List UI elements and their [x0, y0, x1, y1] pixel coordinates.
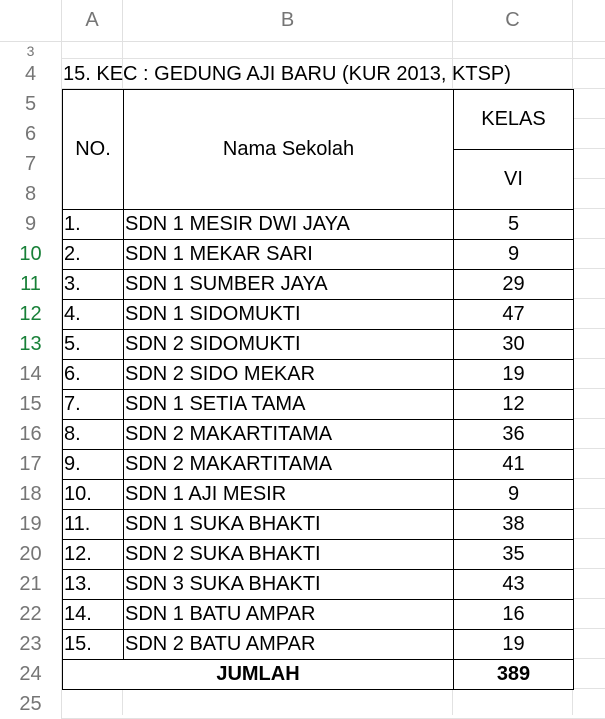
cell-no[interactable]: 1.	[63, 210, 123, 239]
table-border	[123, 89, 124, 660]
cell-school-name[interactable]: SDN 2 MAKARTITAMA	[124, 450, 453, 479]
cell-no[interactable]: 15.	[63, 630, 123, 659]
cell-kelas-vi[interactable]: 16	[454, 600, 573, 629]
cell-no[interactable]: 6.	[63, 360, 123, 389]
cell-school-name[interactable]: SDN 2 SUKA BHAKTI	[124, 540, 453, 569]
row-number-22[interactable]: 22	[0, 599, 62, 629]
row-number-9[interactable]: 9	[0, 209, 62, 239]
row-number-10[interactable]: 10	[0, 239, 62, 269]
cell-kelas-vi[interactable]: 29	[454, 270, 573, 299]
cell-school-name[interactable]: SDN 1 MEKAR SARI	[124, 240, 453, 269]
cell-no[interactable]: 5.	[63, 330, 123, 359]
total-value[interactable]: 389	[454, 660, 573, 689]
cell-no[interactable]: 8.	[63, 420, 123, 449]
cell-school-name[interactable]: SDN 2 MAKARTITAMA	[124, 420, 453, 449]
cell-no[interactable]: 7.	[63, 390, 123, 419]
header-no[interactable]: NO.	[63, 90, 123, 209]
sheet-title[interactable]: 15. KEC : GEDUNG AJI BARU (KUR 2013, KTSP)	[63, 62, 511, 85]
cell-no[interactable]: 2.	[63, 240, 123, 269]
row-number-16[interactable]: 16	[0, 419, 62, 449]
table-border	[62, 419, 574, 420]
cell-school-name[interactable]: SDN 1 MESIR DWI JAYA	[124, 210, 453, 239]
row-number-24[interactable]: 24	[0, 659, 62, 689]
table-border	[62, 689, 574, 690]
row-number-13[interactable]: 13	[0, 329, 62, 359]
table-border	[62, 629, 574, 630]
table-border	[62, 479, 574, 480]
cell-no[interactable]: 10.	[63, 480, 123, 509]
header-vi[interactable]: VI	[454, 150, 573, 209]
row-number-12[interactable]: 12	[0, 299, 62, 329]
table-border	[62, 299, 574, 300]
table-border	[453, 89, 454, 690]
cell-school-name[interactable]: SDN 2 SIDOMUKTI	[124, 330, 453, 359]
column-header-d[interactable]	[573, 0, 605, 42]
cell-school-name[interactable]: SDN 1 SIDOMUKTI	[124, 300, 453, 329]
table-border	[62, 89, 63, 690]
table-border	[62, 449, 574, 450]
cell-kelas-vi[interactable]: 38	[454, 510, 573, 539]
row-number-8[interactable]: 8	[0, 179, 62, 209]
column-header-a[interactable]: A	[62, 0, 123, 42]
row-number-5[interactable]: 5	[0, 89, 62, 119]
row-number-18[interactable]: 18	[0, 479, 62, 509]
cell-no[interactable]: 11.	[63, 510, 123, 539]
table-border	[62, 569, 574, 570]
table-border	[573, 89, 574, 690]
row-number-21[interactable]: 21	[0, 569, 62, 599]
row-number-6[interactable]: 6	[0, 119, 62, 149]
column-header-c[interactable]: C	[453, 0, 573, 42]
row-number-15[interactable]: 15	[0, 389, 62, 419]
row-number-14[interactable]: 14	[0, 359, 62, 389]
cell-school-name[interactable]: SDN 1 SUMBER JAYA	[124, 270, 453, 299]
column-header-b[interactable]: B	[123, 0, 453, 42]
cell-kelas-vi[interactable]: 47	[454, 300, 573, 329]
table-border	[453, 149, 574, 150]
table-border	[62, 659, 574, 660]
cell-no[interactable]: 13.	[63, 570, 123, 599]
row-number-4[interactable]: 4	[0, 59, 62, 89]
cell-kelas-vi[interactable]: 19	[454, 630, 573, 659]
row-number-23[interactable]: 23	[0, 629, 62, 659]
row-number-19[interactable]: 19	[0, 509, 62, 539]
cell-school-name[interactable]: SDN 2 BATU AMPAR	[124, 630, 453, 659]
cell-kelas-vi[interactable]: 9	[454, 240, 573, 269]
table-border	[62, 539, 574, 540]
table-border	[62, 389, 574, 390]
row-number-11[interactable]: 11	[0, 269, 62, 299]
header-kelas[interactable]: KELAS	[454, 90, 573, 149]
cell-school-name[interactable]: SDN 1 BATU AMPAR	[124, 600, 453, 629]
row-number-25[interactable]: 25	[0, 689, 62, 719]
cell-kelas-vi[interactable]: 19	[454, 360, 573, 389]
table-border	[62, 359, 574, 360]
cell-no[interactable]: 4.	[63, 300, 123, 329]
table-border	[62, 239, 574, 240]
cell-school-name[interactable]: SDN 1 SETIA TAMA	[124, 390, 453, 419]
table-border	[62, 509, 574, 510]
cell-school-name[interactable]: SDN 1 SUKA BHAKTI	[124, 510, 453, 539]
cell-kelas-vi[interactable]: 30	[454, 330, 573, 359]
cell-no[interactable]: 3.	[63, 270, 123, 299]
cell-kelas-vi[interactable]: 9	[454, 480, 573, 509]
cell-no[interactable]: 9.	[63, 450, 123, 479]
table-border	[62, 89, 574, 90]
cell-kelas-vi[interactable]: 35	[454, 540, 573, 569]
table-border	[62, 599, 574, 600]
total-label[interactable]: JUMLAH	[63, 660, 453, 689]
row-number-17[interactable]: 17	[0, 449, 62, 479]
cell-no[interactable]: 14.	[63, 600, 123, 629]
row-number-20[interactable]: 20	[0, 539, 62, 569]
cell-kelas-vi[interactable]: 5	[454, 210, 573, 239]
row-number-7[interactable]: 7	[0, 149, 62, 179]
cell-kelas-vi[interactable]: 43	[454, 570, 573, 599]
cell-kelas-vi[interactable]: 36	[454, 420, 573, 449]
header-school-name[interactable]: Nama Sekolah	[124, 90, 453, 209]
select-all-corner[interactable]	[0, 0, 62, 42]
cell-school-name[interactable]: SDN 2 SIDO MEKAR	[124, 360, 453, 389]
cell-school-name[interactable]: SDN 3 SUKA BHAKTI	[124, 570, 453, 599]
cell-kelas-vi[interactable]: 41	[454, 450, 573, 479]
cell-school-name[interactable]: SDN 1 AJI MESIR	[124, 480, 453, 509]
row-number-3[interactable]: 3	[0, 42, 62, 59]
cell-no[interactable]: 12.	[63, 540, 123, 569]
table-border	[62, 329, 574, 330]
table-border	[62, 209, 574, 210]
table-border	[62, 269, 574, 270]
cell-kelas-vi[interactable]: 12	[454, 390, 573, 419]
